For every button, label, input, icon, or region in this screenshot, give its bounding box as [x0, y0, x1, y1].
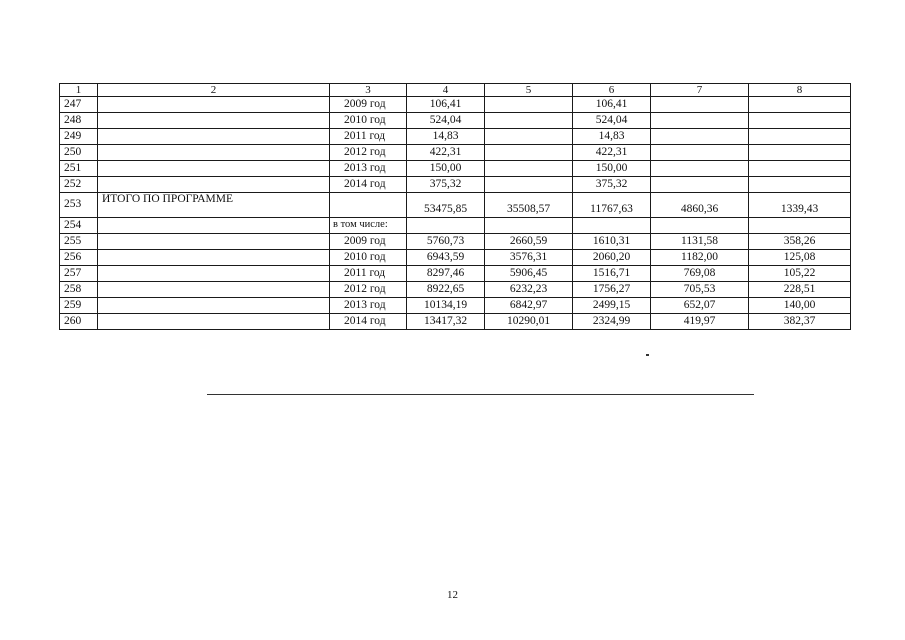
- table-cell: 260: [60, 314, 98, 330]
- table-row: [60, 193, 851, 218]
- table-cell: [651, 218, 749, 234]
- table-cell: [485, 161, 573, 177]
- table-cell: [98, 250, 330, 266]
- table-cell: 2012 год: [330, 145, 407, 161]
- table-cell: [651, 161, 749, 177]
- table-cell: 6943,59: [407, 250, 485, 266]
- page-number: 12: [447, 589, 458, 601]
- table-cell: 150,00: [407, 161, 485, 177]
- table-cell: 249: [60, 129, 98, 145]
- table-cell: 375,32: [407, 177, 485, 193]
- table-cell: [749, 113, 851, 129]
- table-cell: 375,32: [573, 177, 651, 193]
- table-cell: 2060,20: [573, 250, 651, 266]
- table-cell: [98, 266, 330, 282]
- table-cell: 125,08: [749, 250, 851, 266]
- table-cell: 8297,46: [407, 266, 485, 282]
- table-cell: 524,04: [407, 113, 485, 129]
- column-header: 2: [98, 84, 330, 97]
- table-cell: 6232,23: [485, 282, 573, 298]
- table-cell: [98, 282, 330, 298]
- table-cell: 8922,65: [407, 282, 485, 298]
- table-cell: 13417,32: [407, 314, 485, 330]
- table-cell: 422,31: [573, 145, 651, 161]
- table-cell: 2009 год: [330, 234, 407, 250]
- table-cell: ИТОГО ПО ПРОГРАММЕ: [98, 193, 330, 218]
- table-cell: 254: [60, 218, 98, 234]
- table-cell: 255: [60, 234, 98, 250]
- table-cell: [98, 298, 330, 314]
- table-cell: 251: [60, 161, 98, 177]
- table-cell: 1516,71: [573, 266, 651, 282]
- scan-speck: [646, 354, 649, 356]
- table-cell: [330, 193, 407, 218]
- table-cell: [98, 113, 330, 129]
- table-cell: 53475,85: [407, 193, 485, 218]
- table-cell: 5906,45: [485, 266, 573, 282]
- table-cell: 5760,73: [407, 234, 485, 250]
- table-cell: [749, 97, 851, 113]
- budget-table: [59, 83, 851, 330]
- table-cell: 6842,97: [485, 298, 573, 314]
- table-cell: [98, 177, 330, 193]
- table-cell: 1131,58: [651, 234, 749, 250]
- table-row: [60, 177, 851, 193]
- table-cell: 419,97: [651, 314, 749, 330]
- column-header: 7: [651, 84, 749, 97]
- table-cell: 2010 год: [330, 113, 407, 129]
- table-cell: 2012 год: [330, 282, 407, 298]
- table-cell: 10134,19: [407, 298, 485, 314]
- column-header: 3: [330, 84, 407, 97]
- table-cell: 1610,31: [573, 234, 651, 250]
- column-header: 4: [407, 84, 485, 97]
- table-cell: [485, 218, 573, 234]
- table-cell: 4860,36: [651, 193, 749, 218]
- divider-line: [207, 394, 754, 395]
- column-header: 1: [60, 84, 98, 97]
- table-cell: 705,53: [651, 282, 749, 298]
- column-header: 6: [573, 84, 651, 97]
- table-cell: [98, 129, 330, 145]
- table-cell: [749, 218, 851, 234]
- table-row: [60, 298, 851, 314]
- table-cell: 1756,27: [573, 282, 651, 298]
- table-cell: [98, 218, 330, 234]
- table-body: [60, 84, 851, 330]
- table-cell: 259: [60, 298, 98, 314]
- table-cell: 35508,57: [485, 193, 573, 218]
- table-cell: в том числе:: [330, 218, 407, 234]
- table-row: [60, 234, 851, 250]
- table-cell: 382,37: [749, 314, 851, 330]
- table-cell: 1182,00: [651, 250, 749, 266]
- table-cell: [485, 145, 573, 161]
- table-cell: [651, 97, 749, 113]
- table-cell: 247: [60, 97, 98, 113]
- table-cell: 252: [60, 177, 98, 193]
- table-row: [60, 282, 851, 298]
- table-cell: 2324,99: [573, 314, 651, 330]
- table-cell: 2011 год: [330, 266, 407, 282]
- table-cell: [485, 97, 573, 113]
- table-row: [60, 145, 851, 161]
- table-row: [60, 113, 851, 129]
- table-cell: 769,08: [651, 266, 749, 282]
- table-cell: 10290,01: [485, 314, 573, 330]
- table-cell: [749, 161, 851, 177]
- table-cell: 2013 год: [330, 298, 407, 314]
- table-row: [60, 218, 851, 234]
- table-row: [60, 266, 851, 282]
- table-cell: 358,26: [749, 234, 851, 250]
- table-cell: 652,07: [651, 298, 749, 314]
- table-cell: [485, 113, 573, 129]
- table-row: [60, 161, 851, 177]
- table-header-row: [60, 84, 851, 97]
- table-cell: 2010 год: [330, 250, 407, 266]
- table-cell: 2011 год: [330, 129, 407, 145]
- table-row: [60, 314, 851, 330]
- table-cell: 2014 год: [330, 177, 407, 193]
- table-cell: [749, 145, 851, 161]
- table-row: [60, 97, 851, 113]
- table-cell: 14,83: [407, 129, 485, 145]
- table-cell: [98, 161, 330, 177]
- table-row: [60, 129, 851, 145]
- table-cell: 2014 год: [330, 314, 407, 330]
- table-cell: 105,22: [749, 266, 851, 282]
- table-cell: [651, 177, 749, 193]
- table-cell: 2499,15: [573, 298, 651, 314]
- table-cell: 422,31: [407, 145, 485, 161]
- table-cell: [485, 177, 573, 193]
- table-cell: 228,51: [749, 282, 851, 298]
- column-header: 8: [749, 84, 851, 97]
- table-cell: [98, 97, 330, 113]
- table-cell: [749, 129, 851, 145]
- table-cell: [407, 218, 485, 234]
- table-cell: [651, 113, 749, 129]
- table-cell: [98, 234, 330, 250]
- table-cell: 3576,31: [485, 250, 573, 266]
- table-cell: 2660,59: [485, 234, 573, 250]
- table-cell: [651, 145, 749, 161]
- table-cell: 140,00: [749, 298, 851, 314]
- table-cell: 253: [60, 193, 98, 218]
- table-cell: 14,83: [573, 129, 651, 145]
- table-cell: 106,41: [407, 97, 485, 113]
- table-cell: 524,04: [573, 113, 651, 129]
- table-cell: 258: [60, 282, 98, 298]
- table-cell: [98, 314, 330, 330]
- table-cell: 11767,63: [573, 193, 651, 218]
- table-cell: 250: [60, 145, 98, 161]
- table-cell: [651, 129, 749, 145]
- table-row: [60, 250, 851, 266]
- column-header: 5: [485, 84, 573, 97]
- table-cell: 150,00: [573, 161, 651, 177]
- table-cell: [98, 145, 330, 161]
- table-cell: 257: [60, 266, 98, 282]
- table-cell: 2013 год: [330, 161, 407, 177]
- table-cell: 106,41: [573, 97, 651, 113]
- table-cell: 1339,43: [749, 193, 851, 218]
- table-cell: [573, 218, 651, 234]
- table-cell: [485, 129, 573, 145]
- table-cell: [749, 177, 851, 193]
- table-cell: 256: [60, 250, 98, 266]
- table-cell: 248: [60, 113, 98, 129]
- table-cell: 2009 год: [330, 97, 407, 113]
